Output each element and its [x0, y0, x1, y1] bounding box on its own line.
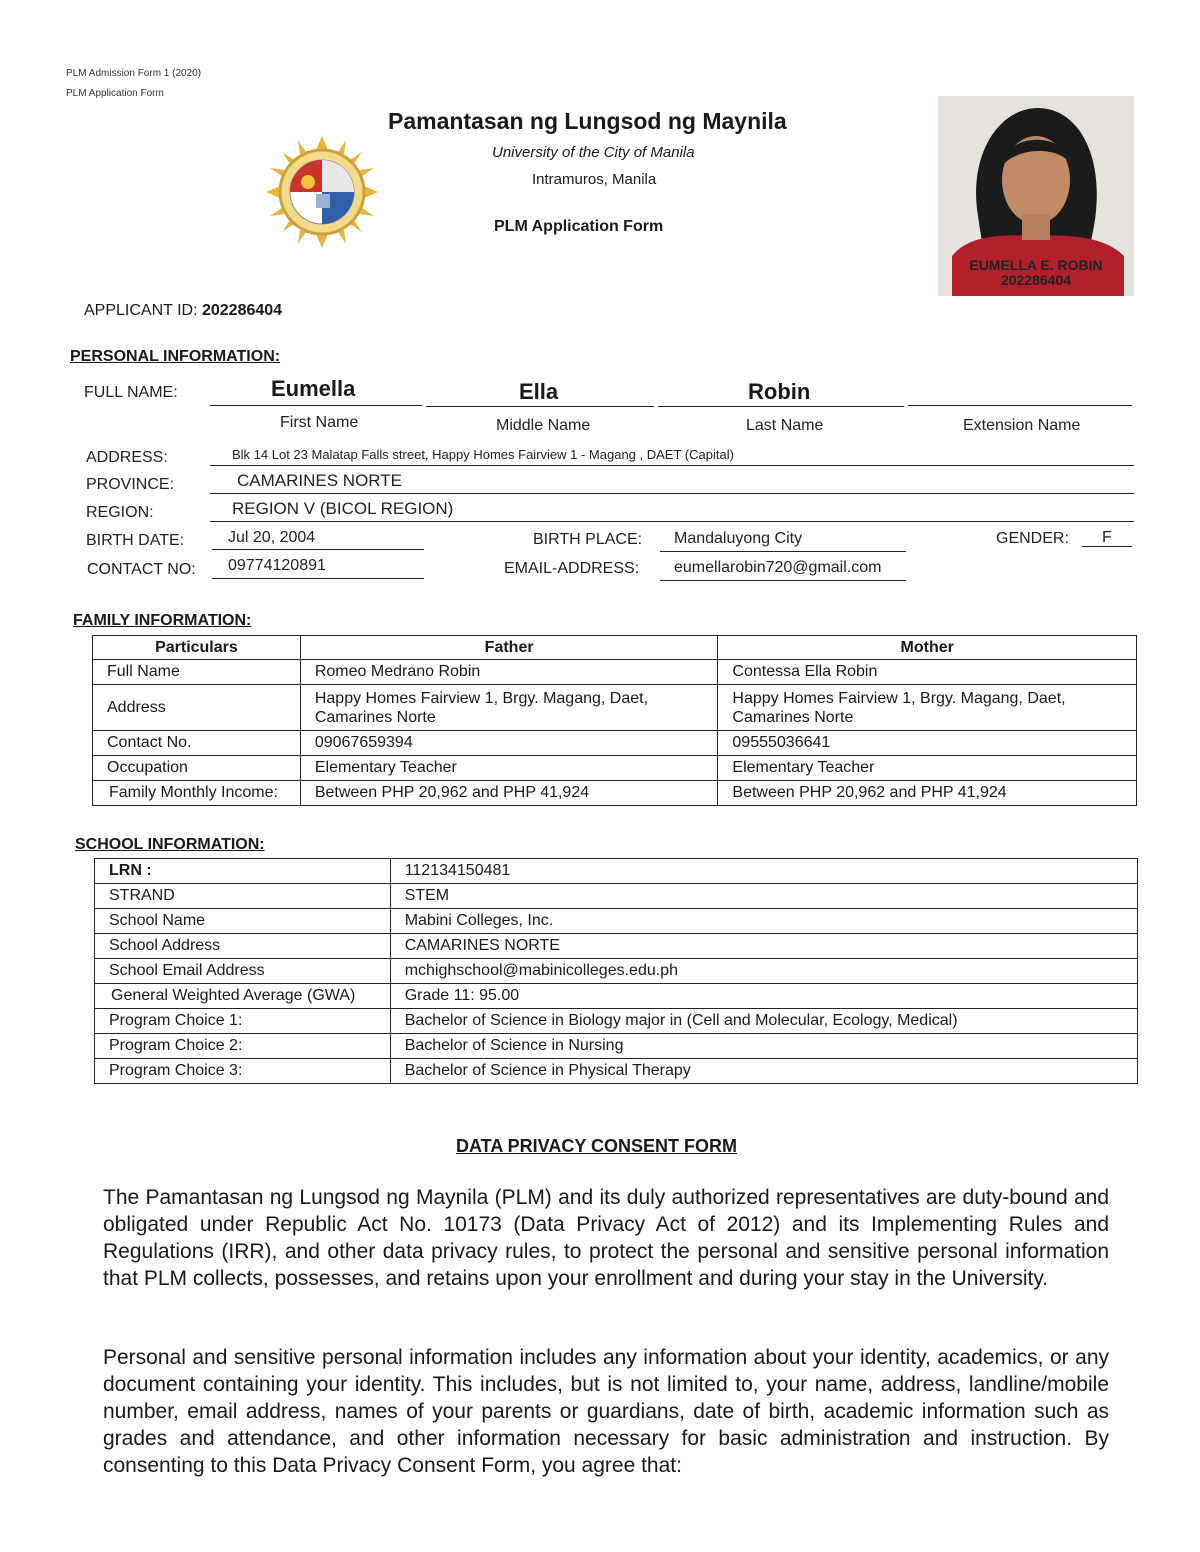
province-line	[210, 493, 1134, 494]
extension-name-caption: Extension Name	[963, 417, 1081, 434]
region-label: REGION:	[86, 504, 154, 521]
program-choice-2-value: Bachelor of Science in Nursing	[390, 1034, 1137, 1059]
mother-contact: 09555036641	[718, 731, 1137, 756]
school-row-label: School Address	[95, 934, 391, 959]
contact-value: 09774120891	[228, 557, 326, 574]
form-title: PLM Application Form	[494, 218, 664, 235]
university-location: Intramuros, Manila	[532, 171, 657, 188]
family-table	[92, 635, 1137, 806]
school-row-label: LRN :	[95, 859, 391, 884]
photo-name-caption: EUMELLA E. ROBIN	[969, 257, 1103, 273]
father-address: Happy Homes Fairview 1, Brgy. Magang, Daet, Camarines Norte	[300, 685, 718, 731]
last-name-line	[658, 406, 904, 407]
table-row	[95, 909, 1138, 934]
mother-income: Between PHP 20,962 and PHP 41,924	[718, 781, 1137, 806]
family-row-label: Contact No.	[93, 731, 301, 756]
table-row	[93, 756, 1137, 781]
family-row-label: Occupation	[93, 756, 301, 781]
family-header-row	[93, 636, 1137, 660]
middle-name-line	[426, 406, 654, 407]
applicant-photo	[938, 96, 1134, 296]
table-row	[95, 959, 1138, 984]
region-value: REGION V (BICOL REGION)	[232, 499, 454, 518]
university-english-name: University of the City of Manila	[492, 144, 695, 161]
school-row-label: Program Choice 2:	[95, 1034, 391, 1059]
gwa-value: Grade 11: 95.00	[390, 984, 1137, 1009]
family-row-label: Full Name	[93, 660, 301, 685]
email-label: EMAIL-ADDRESS:	[504, 560, 640, 577]
school-row-label: Program Choice 3:	[95, 1059, 391, 1084]
lrn-value: 112134150481	[390, 859, 1137, 884]
applicant-id-value: 202286404	[201, 302, 283, 319]
school-email-value: mchighschool@mabinicolleges.edu.ph	[390, 959, 1137, 984]
table-row	[95, 934, 1138, 959]
father-occupation: Elementary Teacher	[300, 756, 718, 781]
table-row	[93, 660, 1137, 685]
school-row-label: School Email Address	[95, 959, 391, 984]
school-row-label: Program Choice 1:	[95, 1009, 391, 1034]
birth-date-value: Jul 20, 2004	[228, 529, 316, 546]
personal-section-title: PERSONAL INFORMATION:	[70, 348, 281, 365]
gender-value: F	[1102, 529, 1112, 546]
consent-paragraph-2: Personal and sensitive personal information includes any information about your identity, academics, or any document containing your identity. This includes, but is not limited to, your name, address, landline/mobile number, email address, names of your parents or guardians, date of birth, academic information such as grades and attendance, and other information necessary for basic administration and instruction. By consenting to this Data Privacy Consent Form, you agree that:	[103, 1346, 1109, 1477]
address-value: Blk 14 Lot 23 Malatap Falls street, Happy Homes Fairview 1 - Magang , DAET (Capital)	[232, 447, 734, 462]
table-row	[95, 859, 1138, 884]
father-full-name: Romeo Medrano Robin	[300, 660, 718, 685]
family-header-particulars: Particulars	[93, 636, 301, 660]
birth-place-label: BIRTH PLACE:	[533, 531, 643, 548]
father-contact: 09067659394	[300, 731, 718, 756]
school-name-value: Mabini Colleges, Inc.	[390, 909, 1137, 934]
family-header-father: Father	[300, 636, 718, 660]
contact-label: CONTACT NO:	[87, 561, 196, 578]
birth-date-line	[212, 549, 424, 550]
university-name: Pamantasan ng Lungsod ng Maynila	[388, 108, 787, 134]
last-name-value: Robin	[748, 379, 811, 404]
gender-line	[1082, 546, 1132, 547]
table-row	[95, 984, 1138, 1009]
applicant-id-label: APPLICANT ID:	[84, 302, 198, 319]
school-row-label: STRAND	[95, 884, 391, 909]
plm-seal-logo	[266, 136, 378, 248]
program-choice-1-value: Bachelor of Science in Biology major in (Cell and Molecular, Ecology, Medical)	[390, 1009, 1137, 1034]
email-line	[660, 580, 906, 581]
strand-value: STEM	[390, 884, 1137, 909]
address-label: ADDRESS:	[86, 449, 168, 466]
school-table	[94, 858, 1138, 1084]
address-line	[210, 465, 1134, 466]
province-label: PROVINCE:	[86, 476, 175, 493]
school-address-value: CAMARINES NORTE	[390, 934, 1137, 959]
form-code: PLM Admission Form 1 (2020)	[66, 68, 202, 79]
contact-line	[212, 578, 424, 579]
first-name-line	[210, 405, 422, 406]
birth-place-line	[660, 551, 906, 552]
first-name-caption: First Name	[280, 414, 359, 431]
extension-name-line	[908, 405, 1132, 406]
program-choice-3-value: Bachelor of Science in Physical Therapy	[390, 1059, 1137, 1084]
email-value: eumellarobin720@gmail.com	[674, 559, 882, 576]
school-row-label: General Weighted Average (GWA)	[95, 984, 391, 1009]
region-line	[210, 521, 1134, 522]
birth-date-label: BIRTH DATE:	[86, 532, 185, 549]
mother-occupation: Elementary Teacher	[718, 756, 1137, 781]
full-name-label: FULL NAME:	[84, 384, 178, 401]
school-row-label: School Name	[95, 909, 391, 934]
last-name-caption: Last Name	[746, 417, 824, 434]
father-income: Between PHP 20,962 and PHP 41,924	[300, 781, 718, 806]
form-type: PLM Application Form	[66, 88, 164, 99]
photo-id-caption: 202286404	[1000, 272, 1072, 288]
first-name-value: Eumella	[271, 376, 356, 401]
table-row	[95, 1034, 1138, 1059]
birth-place-value: Mandaluyong City	[674, 530, 803, 547]
family-row-label: Family Monthly Income:	[93, 781, 301, 806]
table-row	[95, 1059, 1138, 1084]
mother-address: Happy Homes Fairview 1, Brgy. Magang, Daet, Camarines Norte	[718, 685, 1137, 731]
table-row	[93, 685, 1137, 731]
family-section-title: FAMILY INFORMATION:	[73, 612, 252, 629]
table-row	[95, 1009, 1138, 1034]
consent-paragraph-1: The Pamantasan ng Lungsod ng Maynila (PLM) and its duly authorized representatives are duty-bound and obligated under Republic Act No. 10173 (Data Privacy Act of 2012) and its Implementing Rules and Regulations (IRR), and other data privacy rules, to protect the personal and sensitive personal information that PLM collects, possesses, and retains upon your enrollment and during your stay in the University.	[103, 1186, 1109, 1290]
table-row	[93, 781, 1137, 806]
table-row	[93, 731, 1137, 756]
applicant-id	[84, 302, 282, 320]
consent-title: DATA PRIVACY CONSENT FORM	[456, 1136, 738, 1156]
gender-label: GENDER:	[996, 530, 1069, 547]
mother-full-name: Contessa Ella Robin	[718, 660, 1137, 685]
table-row	[95, 884, 1138, 909]
family-row-label: Address	[93, 685, 301, 731]
family-header-mother: Mother	[718, 636, 1137, 660]
province-value: CAMARINES NORTE	[237, 471, 402, 490]
middle-name-value: Ella	[519, 379, 559, 404]
middle-name-caption: Middle Name	[496, 417, 591, 434]
school-section-title: SCHOOL INFORMATION:	[75, 836, 265, 853]
